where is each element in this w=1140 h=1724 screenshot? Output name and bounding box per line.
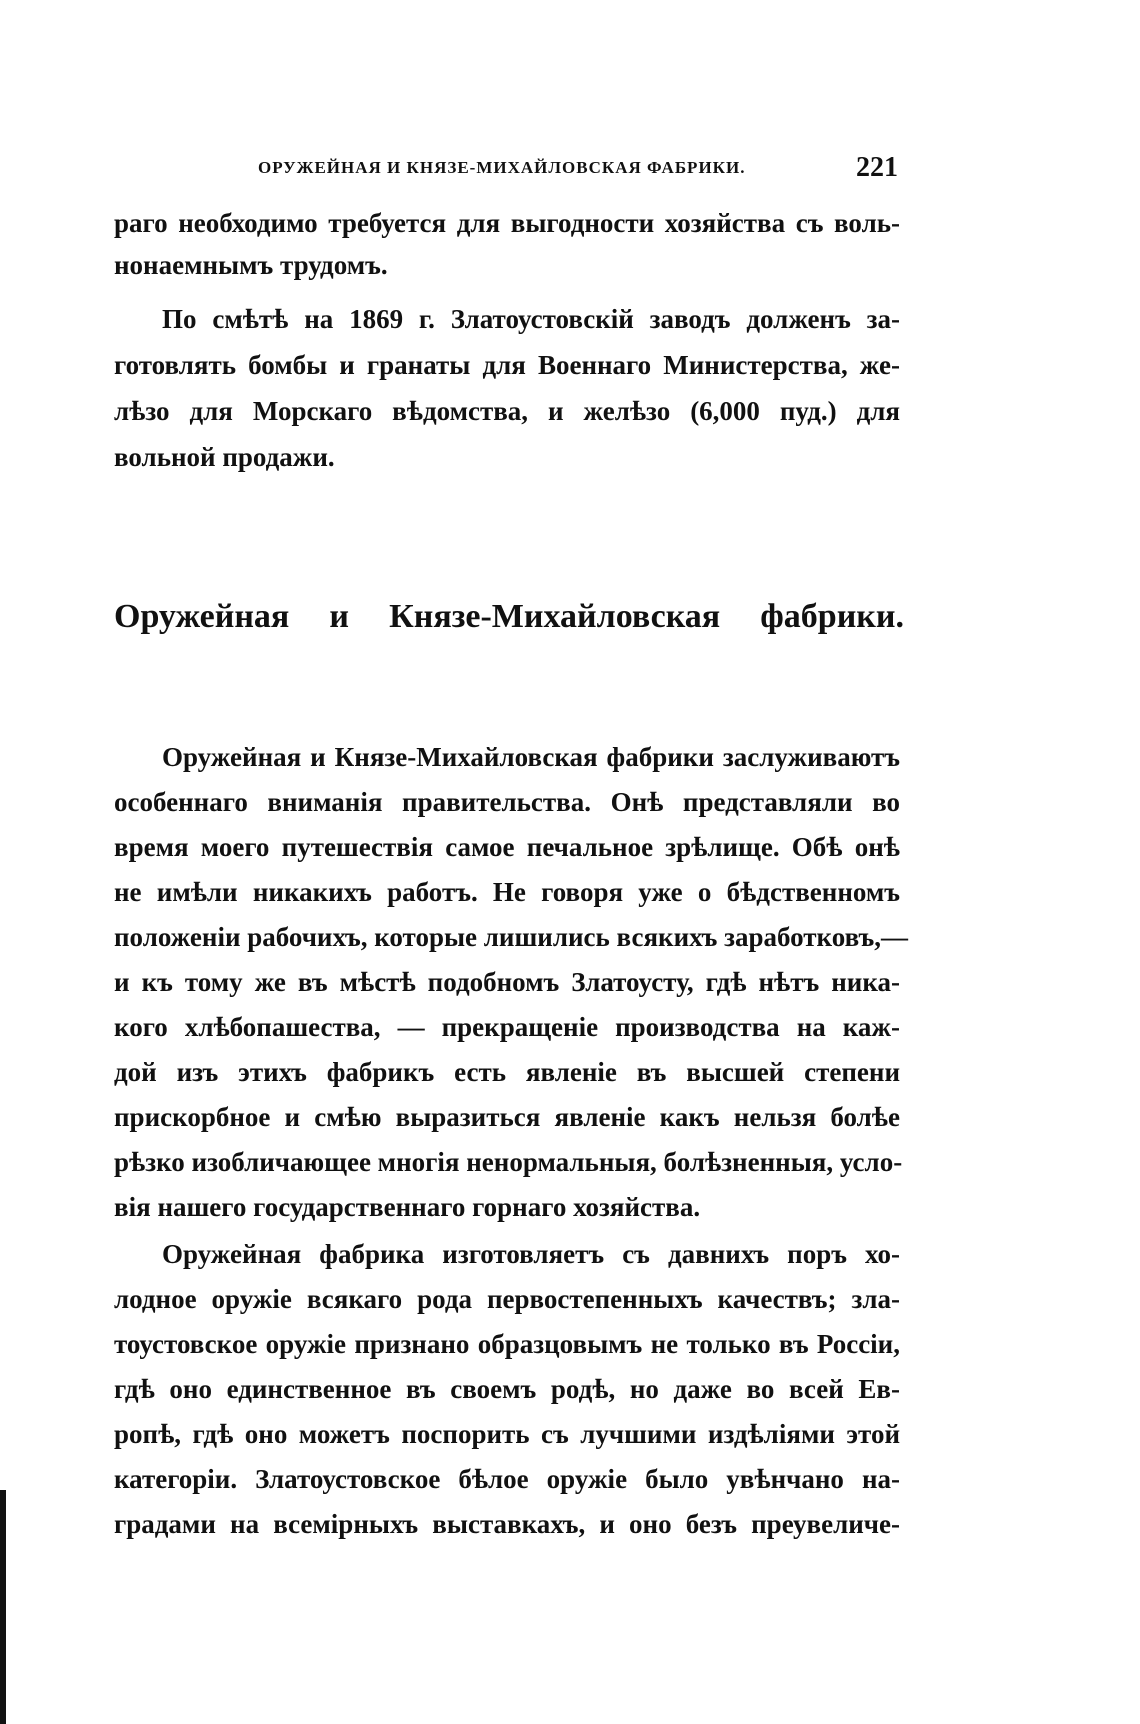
text-line: тоустовское оружіе признано образцовымъ не только въ Россіи, [114, 1329, 900, 1359]
text-line: рѣзко изобличающее многія ненормальныя, болѣзненныя, усло- [114, 1147, 903, 1177]
text-line: вія нашего государственнаго горнаго хозяйства. [114, 1192, 701, 1222]
text-line: и къ тому же въ мѣстѣ подобномъ Златоусту, гдѣ нѣтъ ника- [114, 967, 900, 997]
text-line: раго необходимо требуется для выгодности хозяйства съ воль- [114, 208, 900, 238]
section-heading: Оружейная и Князе-Михайловская фабрики. [114, 598, 904, 635]
text-line: Оружейная фабрика изготовляетъ съ давнихъ поръ хо- [162, 1239, 900, 1269]
text-line: нонаемнымъ трудомъ. [114, 250, 388, 280]
text-line: Оружейная и Князе-Михайловская фабрики заслуживаютъ [162, 742, 900, 772]
text-line: время моего путешествія самое печальное зрѣлище. Обѣ онѣ [114, 832, 900, 862]
text-line: лодное оружіе всякаго рода первостепенныхъ качествъ; зла- [114, 1284, 900, 1314]
text-line: не имѣли никакихъ работъ. Не говоря уже о бѣдственномъ [114, 877, 900, 907]
text-line: особеннаго вниманія правительства. Онѣ представляли во [114, 787, 900, 817]
text-line: гдѣ оно единственное въ своемъ родѣ, но даже во всей Ев- [114, 1374, 900, 1404]
scan-edge-rule [0, 1490, 6, 1724]
text-line: кого хлѣбопашества, — прекращеніе производства на каж- [114, 1012, 900, 1042]
text-line: По смѣтѣ на 1869 г. Златоустовскій заводъ долженъ за- [162, 304, 900, 334]
text-line: прискорбное и смѣю выразиться явленіе какъ нельзя болѣе [114, 1102, 900, 1132]
running-title: ОРУЖЕЙНАЯ И КНЯЗЕ-МИХАЙЛОВСКАЯ ФАБРИКИ. [258, 158, 746, 177]
page-number: 221 [856, 152, 898, 183]
text-line: градами на всемірныхъ выставкахъ, и оно безъ преувеличе- [114, 1509, 900, 1539]
text-line: ропѣ, гдѣ оно можетъ поспорить съ лучшими издѣліями этой [114, 1419, 900, 1449]
running-head [258, 152, 898, 188]
text-line: категоріи. Златоустовское бѣлое оружіе было увѣнчано на- [114, 1464, 900, 1494]
text-line: дой изъ этихъ фабрикъ есть явленіе въ высшей степени [114, 1057, 900, 1087]
text-line: вольной продажи. [114, 442, 335, 472]
text-line: готовлять бомбы и гранаты для Военнаго Министерства, же- [114, 350, 900, 380]
text-line: лѣзо для Морскаго вѣдомства, и желѣзо (6,000 пуд.) для [114, 396, 900, 426]
text-line: положеніи рабочихъ, которые лишились всякихъ заработковъ,— [114, 922, 908, 952]
